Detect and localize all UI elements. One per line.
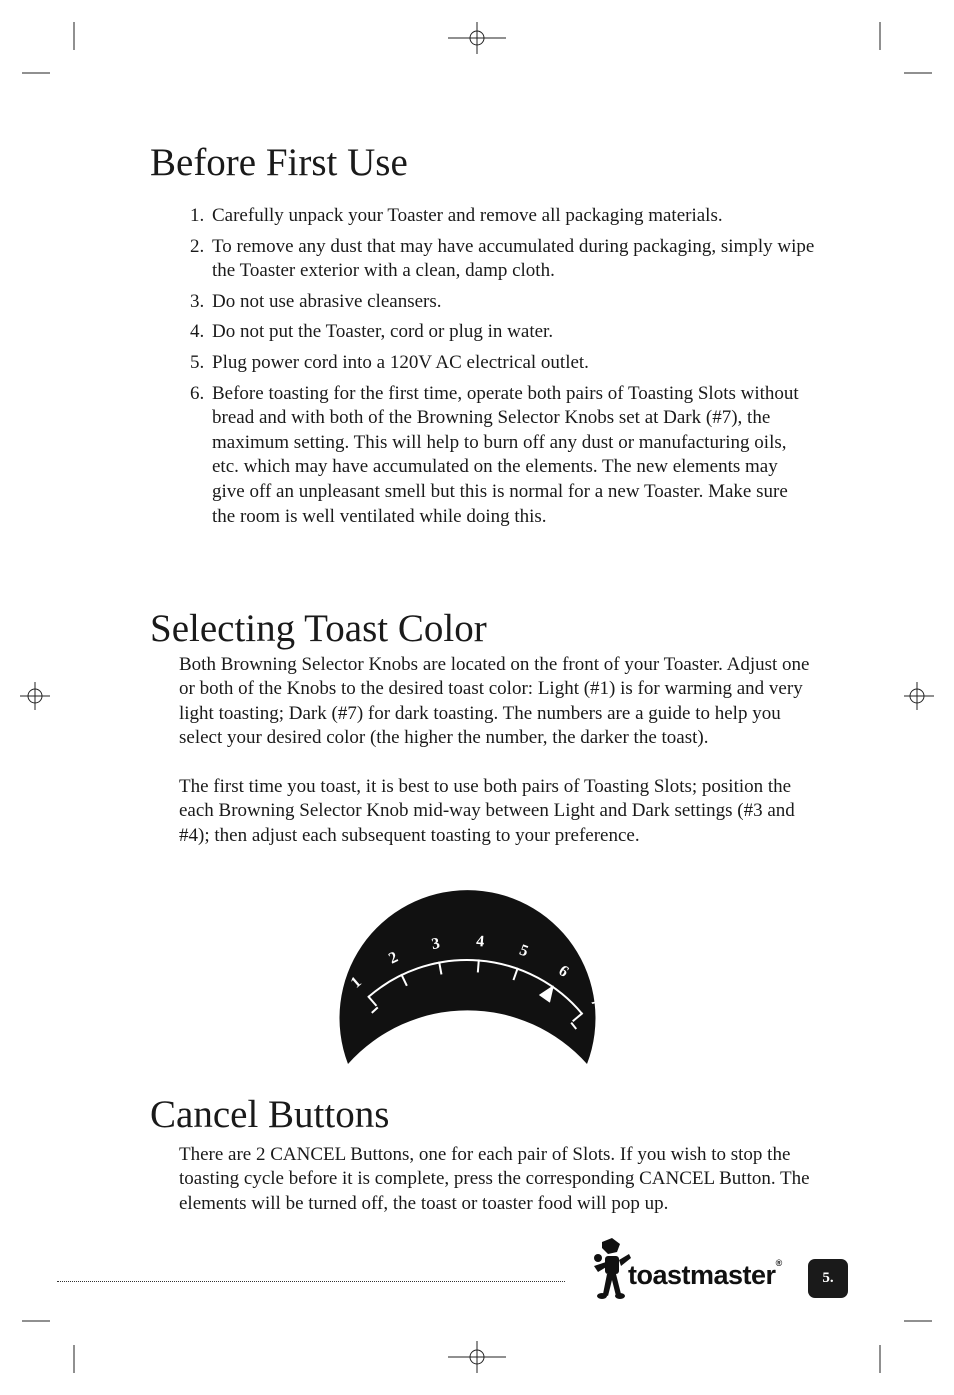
dial-number-label: 3 [430, 934, 442, 954]
registered-mark: ® [775, 1258, 782, 1268]
step-text: Carefully unpack your Toaster and remove all packaging materials. [212, 205, 723, 226]
step-number: 3. [190, 290, 205, 312]
browning-selector-dial-illustration [338, 866, 606, 1068]
section-title-before-first-use: Before First Use [150, 141, 408, 184]
step-text: Do not use abrasive cleansers. [212, 290, 442, 312]
toast-color-paragraph: Both Browning Selector Knobs are located on the front of your Toaster. Adjust one or both of the Knobs to the desired toast color: Light (#1) is for warming and very light toasting; Dark (#7) for dark toasting. The numbers are a guide to help you select your desired color (the higher the number, the darker the toast). [179, 654, 810, 749]
footer-dotted-rule [57, 1281, 565, 1282]
step-text: Plug power cord into a 120V AC electrical outlet. [212, 351, 589, 373]
step-number: 5. [190, 351, 205, 373]
dial-number-label: 4 [475, 932, 485, 951]
step-text: Before toasting for the first time, operate both pairs of Toasting Slots without bread and with both of the Browning Selector Knobs set at Dark (#7), the maximum setting. This will help to burn off any dust or manufacturing oils, etc. which may have accumulated on the elements. The new elements may give off an unpleasant smell but this is normal for a new Toaster. Make sure the room is well ventilated while doing this. [212, 382, 799, 527]
dial-number-label: 1 [347, 973, 365, 992]
first-toast-paragraph: The first time you toast, it is best to use both pairs of Toasting Slots; position the each Browning Selector Knob mid-way between Light and Dark settings (#3 and #4); then adjust each subsequent toasting to your preference. [179, 776, 795, 846]
step-text: To remove any dust that may have accumulated during packaging, simply wipe the Toaster exterior with a clean, damp cloth. [212, 235, 815, 282]
list-item [190, 351, 815, 376]
brand-name: toastmaster [628, 1260, 776, 1290]
dial-number-label: 5 [517, 941, 531, 961]
section-title-selecting-toast-color: Selecting Toast Color [150, 607, 487, 650]
step-number: 6. [190, 382, 205, 404]
page-number-badge: 5. [808, 1259, 848, 1298]
list-item [190, 290, 815, 315]
setup-steps-list [190, 204, 815, 535]
dial-number-label: 2 [386, 948, 401, 968]
section-title-cancel-buttons: Cancel Buttons [150, 1093, 390, 1136]
list-item [190, 382, 815, 530]
step-number: 4. [190, 321, 205, 343]
step-number: 2. [190, 235, 205, 257]
cancel-buttons-paragraph: There are 2 CANCEL Buttons, one for each pair of Slots. If you wish to stop the toasting cycle before it is complete, press the corresponding CANCEL Button. The elements will be turned off, the toast or toaster food will pop up. [179, 1144, 810, 1214]
dial-number-label: 6 [555, 962, 572, 981]
list-item [190, 235, 815, 284]
step-number: 1. [190, 205, 205, 226]
step-text: Do not put the Toaster, cord or plug in water. [212, 321, 554, 343]
dial-number-label: 7 [587, 992, 606, 1010]
toastmaster-logo [590, 1236, 800, 1302]
list-item [190, 320, 815, 345]
list-item [190, 204, 815, 229]
